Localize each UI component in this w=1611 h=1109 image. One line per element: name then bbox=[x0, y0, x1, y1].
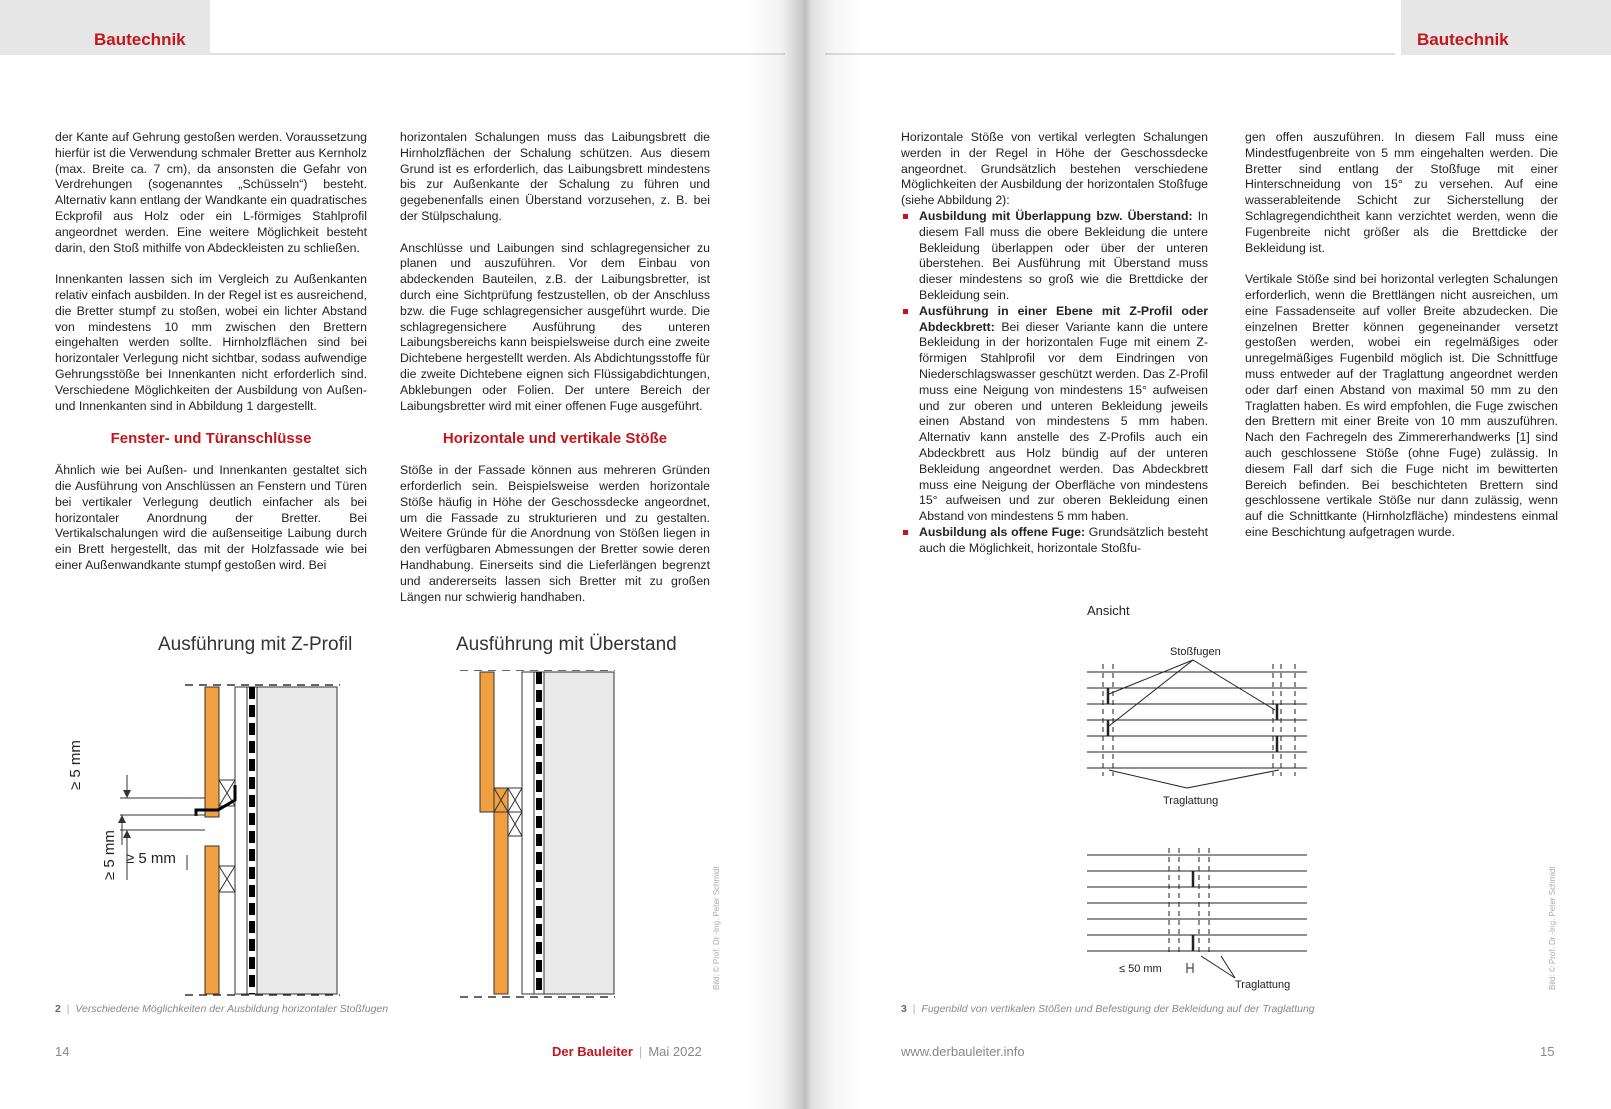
image-credit: Bild: © Prof. Dr.-Ing. Peter Schmidt bbox=[1548, 866, 1557, 990]
paragraph: Horizontale Stöße von vertikal verlegten Schalungen werden in der Regel in Höhe der Geschossdecke angeordnet. Grundsätzlich bestehen verschiedene Möglichkeiten der Ausbildung der horizontalen Stoßfuge (siehe Abbildung 2): bbox=[901, 130, 1208, 208]
left-page bbox=[0, 0, 805, 1109]
figure-title-overhang: Ausführung mit Überstand bbox=[456, 634, 677, 655]
footer-magazine bbox=[552, 1044, 702, 1059]
paragraph: Ähnlich wie bei Außen- und Innenkanten gestaltet sich die Ausführung von Anschlüssen an Fenstern und Türen bei vertikaler Verlegung deutlich einfacher als bei horizontaler Anordnung der Bretter. Bei Vertikalschalungen wird die außenseitige Laibung durch ein Brett hergestellt, das mit der Holzfassade wie bei einer Außenwandkante stumpf gestoßen wird. Bei bbox=[55, 463, 367, 572]
caption-number: 3 bbox=[901, 1003, 907, 1015]
issue-date: Mai 2022 bbox=[648, 1044, 702, 1059]
figure-caption: 3 | Fugenbild von vertikalen Stößen und Befestigung der Bekleidung auf der Traglattung bbox=[901, 1003, 1315, 1015]
image-credit: Bild: © Prof. Dr.-Ing. Peter Schmidt bbox=[712, 866, 721, 990]
paragraph: horizontalen Schalungen muss das Laibungsbrett die Hirnholzflächen der Schalung schützen. Aus diesem Grund ist es erforderlich, das Laibungsbrett mindestens bis zur Außenkante der Schalung zu führen und gegebenenfalls einen Überstand vorzusehen, z. B. bei der Stülpschalung. bbox=[400, 130, 710, 223]
bullet-item bbox=[901, 209, 1208, 304]
page-number-right: 15 bbox=[1540, 1044, 1555, 1059]
bullet-icon bbox=[903, 214, 908, 219]
caption-text: Verschiedene Möglichkeiten der Ausbildung horizontaler Stoßfugen bbox=[75, 1003, 389, 1015]
magazine-name: Der Bauleiter bbox=[552, 1044, 633, 1059]
bullet-title: Ausbildung mit Überlappung bzw. Überstand: bbox=[919, 208, 1193, 223]
distance-label: ≤ 50 mm bbox=[1119, 963, 1162, 975]
bullet-icon bbox=[903, 309, 908, 314]
bullet-title: Ausbildung als offene Fuge: bbox=[919, 524, 1086, 539]
bullet-title: Ausführung in einer Ebene mit Z-Profil oder Abdeckbrett: bbox=[919, 303, 1208, 334]
bullet-text: In diesem Fall muss die obere Bekleidung die untere Bekleidung überlappen oder über der unteren überstehen. Bei Ausführung mit Überstand muss dieser mindestens so groß wie die Brettdicke der Bekleidung sein. bbox=[919, 208, 1208, 302]
paragraph: gen offen auszuführen. In diesem Fall muss eine Mindestfugenbreite von 5 mm eingehalten werden. Die Bretter sind entlang der Stoßfuge mit einer Hinterschneidung von 15° zu versehen. Auf eine wasserableitende Schicht zur Sicherstellung der Schlagregendichtheit kann verzichtet werden, wenn die Fugenbreite nicht größer als die Brettdicke der Bekleidung ist. bbox=[1245, 130, 1558, 255]
caption-text: Fugenbild von vertikalen Stößen und Befestigung der Bekleidung auf der Traglattung bbox=[921, 1003, 1315, 1015]
left-column-1 bbox=[55, 130, 367, 590]
paragraph: Vertikale Stöße sind bei horizontal verlegten Schalungen erforderlich, wenn die Brettlängen nicht ausreichen, um eine Fassadenseite auf voller Breite abzudecken. Die einzelnen Bretter können gegeneinander versetzt gestoßen werden, wobei ein regelmäßiges oder unregelmäßiges Fugenbild möglich ist. Die Schnittfuge muss entweder auf der Traglattung angeordnet werden oder darf einen Abstand von maximal 50 mm zu den Traglatten haben. Es wird empfohlen, die Fuge zwischen den Brettern mit einer Breite von 10 mm auszuführen. Nach den Fachregeln des Zimmererhandwerks [1] sind auch geschlossene Stöße (ohne Fuge) zulässig. In diesem Fall darf sich die Fuge nicht im bewitterten Bereich befinden. Bei beschichteten Brettern sind geschlossene vertikale Stöße nur dann zulässig, wenn auf die Schnittkante (Hirnholzfläche) mindestens einmal eine Beschichtung aufgetragen wurde. bbox=[1245, 272, 1558, 539]
section-heading: Fenster- und Türanschlüsse bbox=[110, 430, 312, 448]
bullet-text: Grundsätzlich besteht auch die Möglichkeit, horizontale Stoßfu- bbox=[919, 524, 1209, 555]
paragraph: Anschlüsse und Laibungen sind schlagregensicher zu planen und auszuführen. Vor dem Einbau von abdeckenden Bauteilen, z.B. der Laibungsbretter, ist durch eine Sichtprüfung festzustellen, ob der Anschluss bzw. die Fuge schlagregensicher ausgeführt wurde. Die schlagregensichere Ausführung des unteren Laibungsbereichs kann beispielsweise durch eine zweite Dichtebene hergestellt werden. Als Abdichtungsstoffe für die zweite Dichtebene eignen sich Flüssigabdichtungen, Abklebungen oder Folien. Der untere Bereich der Laibungsbretter wird mit einer offenen Fuge ausgeführt. bbox=[400, 240, 710, 413]
bullet-item bbox=[901, 525, 1208, 557]
battens-label: Traglattung bbox=[1163, 795, 1219, 807]
right-column-2 bbox=[1245, 130, 1558, 557]
bullet-text: Bei dieser Variante kann die untere Bekleidung in der horizontalen Fuge mit einem Z-förmigen Stahlprofil vor dem Eindringen von Niederschlagswasser geschützt werden. Das Z-Profil muss eine Neigung von mindestens 15° aufweisen und zur oberen und unteren Bekleidung jeweils einen Abstand von mindestens 5 mm haben. Alternativ kann anstelle des Z-Profils auch ein Abdeckbrett aus Holz bündig auf der unteren Bekleidung angeordnet werden. Das Abdeckbrett muss eine Neigung der Oberfläche von mindestens 15° aufweisen und zur oberen Bekleidung einen Abstand von mindestens 5 mm haben. bbox=[919, 319, 1208, 524]
overhang-detail bbox=[460, 670, 615, 997]
section-label-left: Bautechnik bbox=[94, 30, 186, 49]
view-bottom-boards bbox=[1087, 848, 1307, 978]
figure-3-drawing bbox=[1075, 600, 1375, 995]
bullet-icon bbox=[903, 530, 908, 535]
dim-label: ≥ 5 mm bbox=[126, 850, 176, 867]
paragraph: Stöße in der Fassade können aus mehreren Gründen erforderlich sein. Beispielsweise werden horizontale Stöße häufig in Höhe der Geschossdecke angeordnet, um die Fassade zu strukturieren und zu gestalten. Weitere Gründe für die Anordnung von Stößen liegen in den verfügbaren Abmessungen der Bretter sowie deren Handhabung. Einerseits sind die Lieferlängen begrenzt und andererseits lassen sich Bretter mit zu großen Längen nur schwierig handhaben. bbox=[400, 463, 710, 604]
header-rule-right bbox=[825, 53, 1395, 55]
z-profile-detail bbox=[118, 685, 340, 995]
view-label: Ansicht bbox=[1087, 603, 1130, 618]
section-heading: Horizontale und vertikale Stöße bbox=[442, 430, 668, 448]
joints-label: Stoßfugen bbox=[1170, 646, 1221, 658]
caption-number: 2 bbox=[55, 1003, 61, 1015]
bullet-item bbox=[901, 304, 1208, 525]
header-rule-left bbox=[210, 53, 785, 55]
paragraph: der Kante auf Gehrung gestoßen werden. Voraussetzung hierfür ist die Verwendung schmaler Bretter aus Kernholz (max. Breite ca. 7 cm), da ansonsten die Gefahr von Verdrehungen (sogenanntes „Schüsseln“) besteht. Alternativ kann entlang der Wandkante ein quadratisches Eckprofil aus Holz oder ein L-förmiges Stahlprofil angeordnet werden. Eine weitere Möglichkeit besteht darin, den Stoß mithilfe von Abdeckleisten zu schließen. bbox=[55, 130, 367, 255]
page-number-left: 14 bbox=[55, 1044, 70, 1059]
dim-label: ≥ 5 mm bbox=[101, 830, 118, 880]
left-column-2 bbox=[400, 130, 710, 621]
section-label-right: Bautechnik bbox=[1417, 30, 1509, 49]
right-column-1 bbox=[901, 130, 1208, 557]
dim-label: ≥ 5 mm bbox=[67, 740, 84, 790]
figure-caption: 2 | Verschiedene Möglichkeiten der Ausbildung horizontaler Stoßfugen bbox=[55, 1003, 389, 1015]
figure-2-drawing bbox=[60, 670, 720, 1005]
figure-title-z-profile: Ausführung mit Z-Profil bbox=[158, 634, 353, 655]
view-top-boards bbox=[1087, 660, 1307, 788]
bullet-list bbox=[901, 209, 1208, 557]
paragraph: Innenkanten lassen sich im Vergleich zu Außenkanten relativ einfach ausbilden. In der Regel ist es ausreichend, die Bretter stumpf zu stoßen, wobei ein lichter Abstand von mindestens 10 mm zwischen den Brettern eingehalten werden sollte. Hirnholzflächen sind bei horizontaler Verlegung nicht sichtbar, sodass aufwendige Gehrungsstöße bei Innenkanten nicht erforderlich sind. Verschiedene Möglichkeiten der Ausbildung von Außen- und Innenkanten sind in Abbildung 1 dargestellt. bbox=[55, 272, 367, 413]
battens-label: Traglattung bbox=[1235, 979, 1291, 991]
right-page bbox=[805, 0, 1611, 1109]
footer-url[interactable]: www.derbauleiter.info bbox=[901, 1044, 1025, 1059]
footer-separator: | bbox=[638, 1044, 643, 1059]
